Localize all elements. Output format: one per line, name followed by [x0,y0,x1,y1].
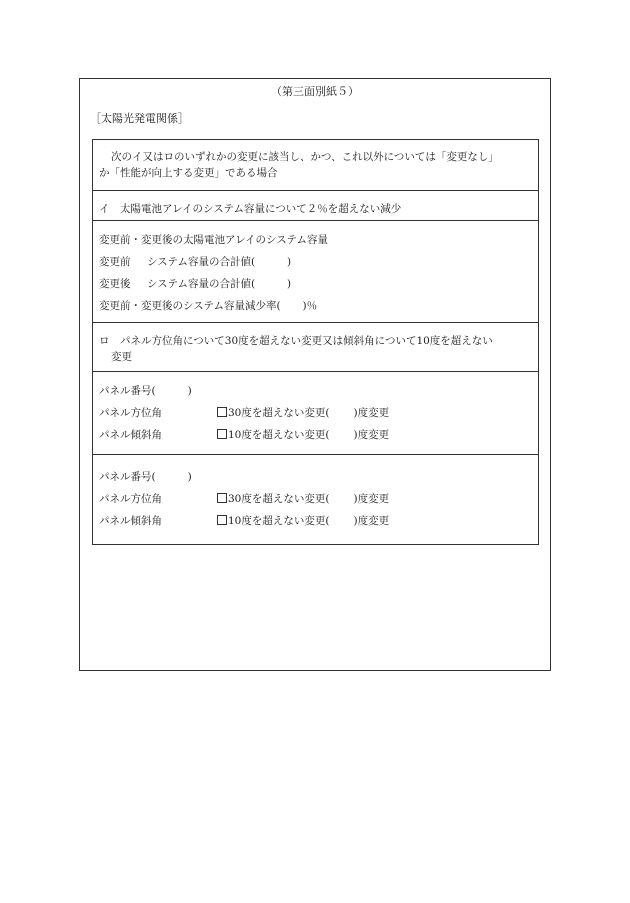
item-ro-text-line-2: 変更 [111,351,132,363]
capacity-before-text: システム容量の合計値( [147,256,256,268]
capacity-after-close: ) [287,278,292,290]
panel-azimuth-label: パネル方位角 [99,407,162,419]
panel-azimuth-label: パネル方位角 [99,493,162,505]
tilt-checkbox[interactable] [217,515,227,525]
panel-azimuth-suffix: )度変更 [353,493,390,505]
panel-tilt-suffix: )度変更 [353,429,390,441]
item-i-row [93,191,538,221]
capacity-after-text: システム容量の合計値( [147,278,256,290]
panel-azimuth-option: 30度を超えない変更( [228,493,330,505]
capacity-rate-line [99,298,317,313]
intro-text-line-1: 次のイ又はロのいずれかの変更に該当し、かつ、これ以外については「変更なし」 [111,151,499,163]
capacity-before-line [99,254,291,269]
panel-azimuth-line [99,405,389,420]
panel-tilt-line [99,513,389,528]
panel-block [93,455,538,544]
panel-number-line [99,383,192,398]
panel-number-close: ) [187,471,192,483]
intro-row [93,140,538,191]
azimuth-checkbox[interactable] [217,493,227,503]
tilt-checkbox[interactable] [217,429,227,439]
panel-azimuth-suffix: )度変更 [353,407,390,419]
item-ro-text-line-1: ロ パネル方位角について30度を超えない変更又は傾斜角について10度を超えない [99,335,493,347]
panel-azimuth-option: 30度を超えない変更( [228,407,330,419]
section-label: ［太陽光発電関係］ [90,112,189,125]
panel-tilt-label: パネル傾斜角 [99,515,162,527]
capacity-rate-suffix: )％ [302,300,318,312]
panel-tilt-option: 10度を超えない変更( [228,515,330,527]
panel-tilt-suffix: )度変更 [353,515,390,527]
panel-tilt-line [99,427,389,442]
azimuth-checkbox[interactable] [217,407,227,417]
capacity-rate-text: 変更前・変更後のシステム容量減少率( [99,300,281,312]
panel-number-label: パネル番号( [99,471,156,483]
item-ro-row [93,323,538,372]
capacity-after-line [99,276,291,291]
capacity-before-label: 変更前 [99,256,131,268]
panel-number-label: パネル番号( [99,385,156,397]
panel-tilt-label: パネル傾斜角 [99,429,162,441]
capacity-after-label: 変更後 [99,278,131,290]
panel-azimuth-line [99,491,389,506]
capacity-before-close: ) [287,256,292,268]
form-table [92,139,539,545]
item-i-text: イ 太陽電池アレイのシステム容量について２％を超えない減少 [99,203,402,215]
panel-number-close: ) [187,385,192,397]
panel-tilt-option: 10度を超えない変更( [228,429,330,441]
capacity-title: 変更前・変更後の太陽電池アレイのシステム容量 [99,234,329,246]
form-page-frame [79,78,551,671]
panel-block [93,372,538,455]
panel-number-line [99,469,192,484]
capacity-row [93,221,538,323]
intro-text-line-2: か「性能が向上する変更」である場合 [99,167,278,179]
page-title: （第三面別紙５） [271,85,359,98]
